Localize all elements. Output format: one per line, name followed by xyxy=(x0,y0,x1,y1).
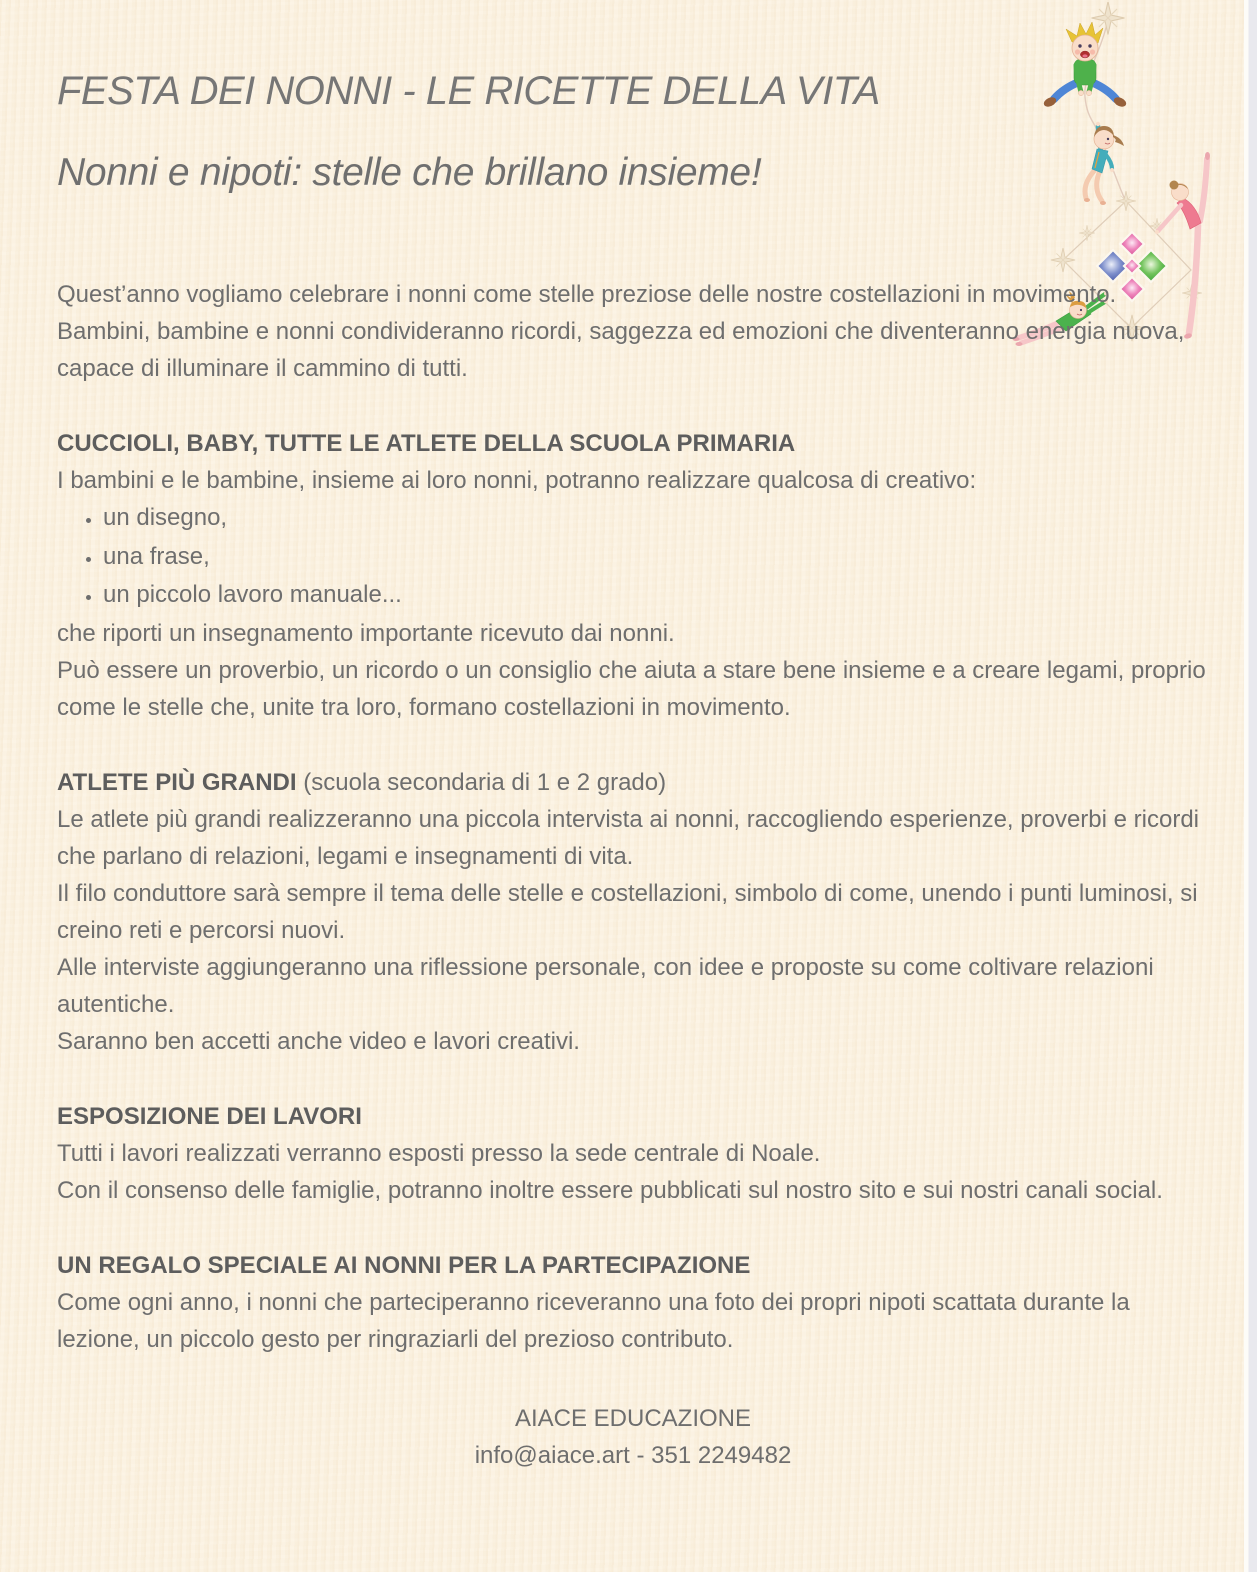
list-item: • un piccolo lavoro manuale... xyxy=(103,576,1209,615)
section-regalo-paragraph-1: Come ogni anno, i nonni che parteciperanno riceveranno una foto dei propri nipoti scattata durante la lezione, un piccolo gesto per ringraziarli del prezioso contributo. xyxy=(57,1288,1130,1353)
section-heading-regalo: UN REGALO SPECIALE AI NONNI PER LA PARTECIPAZIONE xyxy=(57,1251,751,1279)
footer-organization: AIACE EDUCAZIONE xyxy=(514,1404,752,1432)
page-subtitle: Nonni e nipoti: stelle che brillano insieme! xyxy=(57,151,762,194)
heading-note-text: (scuola secondaria di 1 e 2 grado) xyxy=(296,768,667,796)
footer-contact: info@aiace.art - 351 2249482 xyxy=(474,1441,792,1469)
section-primaria-paragraph-2: Può essere un proverbio, un ricordo o un consiglio che aiuta a stare bene insieme e a creare legami, proprio come le stelle che, unite tra loro, formano costellazioni in movimento. xyxy=(57,656,1206,721)
illustration-text-wrap-spacer xyxy=(959,196,1209,274)
section-esposizione-paragraph-2: Con il consenso delle famiglie, potranno inoltre essere pubblicati sul nostro sito e sui nostri canali social. xyxy=(57,1176,1163,1204)
heading-bold-text: ATLETE PIÙ GRANDI xyxy=(57,768,297,796)
section-heading-scuola-primaria: CUCCIOLI, BABY, TUTTE LE ATLETE DELLA SCUOLA PRIMARIA xyxy=(57,430,796,457)
page-title: FESTA DEI NONNI - LE RICETTE DELLA VITA xyxy=(57,69,880,113)
section-atlete-paragraph-2: Il filo conduttore sarà sempre il tema delle stelle e costellazioni, simbolo di come, unendo i punti luminosi, si creino reti e percorsi nuovi. xyxy=(57,879,1198,944)
section-atlete-paragraph-3: Alle interviste aggiungeranno una riflessione personale, con idee e proposte su come coltivare relazioni autentiche. xyxy=(57,953,1154,1018)
intro-paragraph-1: Quest’anno vogliamo celebrare i nonni come stelle preziose delle nostre costellazioni in movimento. xyxy=(57,281,1117,308)
section-atlete-paragraph-1: Le atlete più grandi realizzeranno una piccola intervista ai nonni, raccogliendo esperienze, proverbi e ricordi che parlano di relazioni, legami e insegnamenti di vita. xyxy=(57,805,1200,870)
section-heading-esposizione: ESPOSIZIONE DEI LAVORI xyxy=(57,1102,362,1130)
footer xyxy=(57,1400,1209,1474)
intro-paragraph-2: Bambini, bambine e nonni condivideranno ricordi, saggezza ed emozioni che diventeranno energia nuova, capace di illuminare il cammino di tutti. xyxy=(57,318,1185,382)
list-item: • un disegno, xyxy=(103,499,1209,538)
section-atlete-paragraph-4: Saranno ben accetti anche video e lavori creativi. xyxy=(57,1027,580,1055)
creative-options-list xyxy=(57,499,1209,615)
section-heading-atlete-grandi xyxy=(57,764,1209,801)
section-primaria-paragraph-1: che riporti un insegnamento importante ricevuto dai nonni. xyxy=(57,619,675,647)
scrollbar-track[interactable] xyxy=(1244,0,1257,1572)
section-esposizione-paragraph-1: Tutti i lavori realizzati verranno esposti presso la sede centrale di Noale. xyxy=(57,1139,821,1167)
list-item: • una frase, xyxy=(103,538,1209,577)
section-primaria-lead: I bambini e le bambine, insieme ai loro nonni, potranno realizzare qualcosa di creativo: xyxy=(57,467,977,494)
